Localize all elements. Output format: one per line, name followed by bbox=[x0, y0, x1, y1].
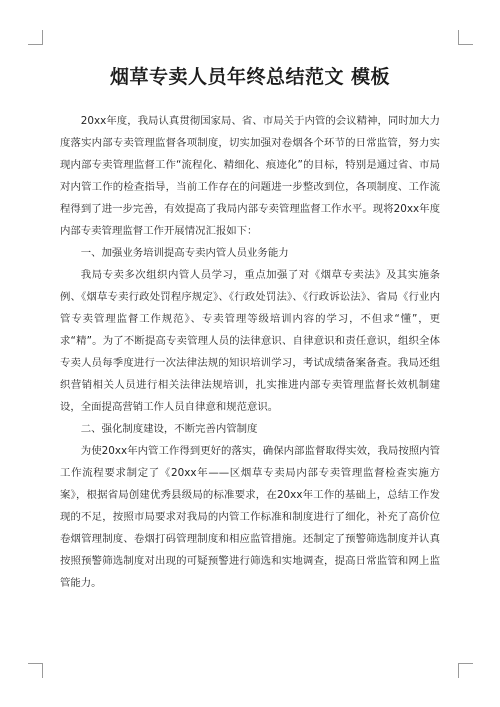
crop-mark-bottom-left bbox=[28, 663, 43, 678]
section-heading-1: 一、加强业务培训提高专卖内管人员业务能力 bbox=[80, 247, 289, 259]
crop-mark-top-left bbox=[28, 30, 43, 45]
crop-mark-top-right bbox=[458, 30, 473, 45]
section-paragraph-1: 我局专卖多次组织内管人员学习，重点加强了对《烟草专卖法》及其实施条例、《烟草专卖行政处罚程序规定》、《行政处罚法》、《行政诉讼法》、省局《行业内管专卖管理监督工作规范》、专卖管理等级培训内容的学习，不但求“懂”，更求“精”。为了不断提高专卖管理人员的法律意识、自律意识和责任意识，组织全体专卖人员每季度进行一次法律法规的知识培训学习，考试成绩备案备查。我局还组织营销相关人员进行相关法律法规培训，扎实推进内部专卖管理监督长效机制建设，全面提高营销工作人员自律意和规范意识。 bbox=[60, 269, 440, 413]
intro-paragraph: 20xx年度，我局认真贯彻国家局、省、市局关于内管的会议精神，同时加大力度落实内部专卖管理监督各项制度，切实加强对卷烟各个环节的日常监管，努力实现内部专卖管理监督工作“流程化、精细化、痕迹化”的目标，特别是通过省、市局对内管工作的检查指导，当前工作存在的问题进一步整改到位，各项制度、工作流程得到了进一步完善，有效提高了我局内部专卖管理监督工作水平。现将20xx年度内部专卖管理监督工作开展情况汇报如下： bbox=[60, 115, 440, 237]
section-heading-2: 二、强化制度建设，不断完善内管制度 bbox=[80, 423, 258, 435]
section-paragraph-2: 为使20xx年内管工作得到更好的落实，确保内部监督取得实效，我局按照内管工作流程要求制定了《20xx年——区烟草专卖局内部专卖管理监督检查实施方案》，根据省局创建优秀县级局的标准要求，在20xx年工作的基础上，总结工作发现的不足，按照市局要求对我局的内管工作标准和制度进行了细化，补充了高价位卷烟管理制度、卷烟打码管理制度和相应监管措施。还制定了预警筛选制度并认真按照预警筛选制度对出现的可疑预警进行筛选和实地调查，提高日常监管和网上监管能力。 bbox=[60, 445, 440, 589]
crop-mark-bottom-right bbox=[458, 663, 473, 678]
document-body bbox=[60, 110, 440, 594]
document-title: 烟草专卖人员年终总结范文 模板 bbox=[109, 66, 391, 88]
